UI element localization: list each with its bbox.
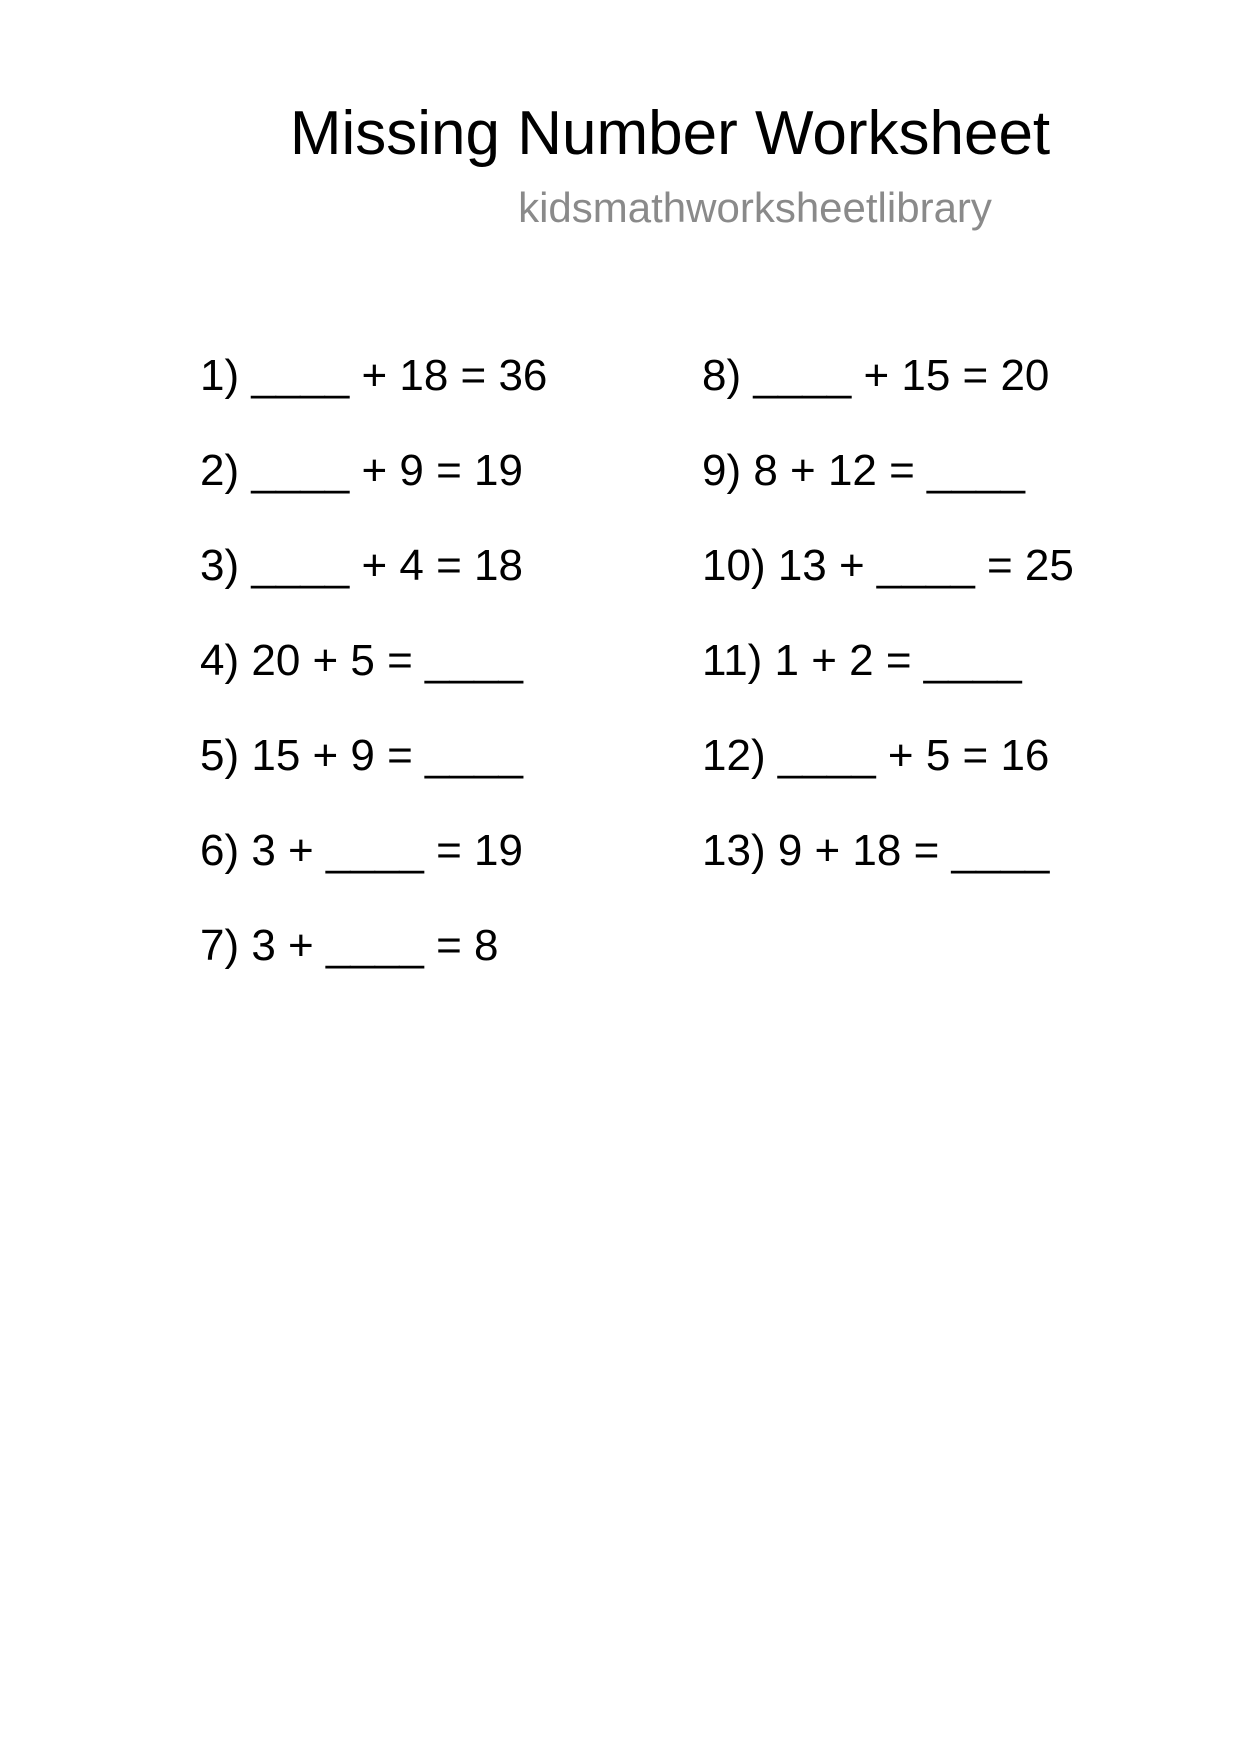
worksheet-source: kidsmathworksheetlibrary <box>518 184 992 231</box>
problem-12: 12) ____ + 5 = 16 <box>702 731 1050 780</box>
problem-5: 5) 15 + 9 = ____ <box>200 731 523 780</box>
problem-2: 2) ____ + 9 = 19 <box>200 446 523 495</box>
problem-1: 1) ____ + 18 = 36 <box>200 351 548 400</box>
problem-3: 3) ____ + 4 = 18 <box>200 541 523 590</box>
problem-10: 10) 13 + ____ = 25 <box>702 541 1074 590</box>
problem-4: 4) 20 + 5 = ____ <box>200 636 523 685</box>
problem-column-right <box>702 348 1074 918</box>
problem-11: 11) 1 + 2 = ____ <box>702 636 1022 685</box>
worksheet-title: Missing Number Worksheet <box>289 99 1051 168</box>
problem-7: 7) 3 + ____ = 8 <box>200 921 499 970</box>
problem-column-left <box>200 348 547 1013</box>
problem-13: 13) 9 + 18 = ____ <box>702 826 1050 875</box>
problem-8: 8) ____ + 15 = 20 <box>702 351 1050 400</box>
problem-9: 9) 8 + 12 = ____ <box>702 446 1025 495</box>
problem-6: 6) 3 + ____ = 19 <box>200 826 523 875</box>
